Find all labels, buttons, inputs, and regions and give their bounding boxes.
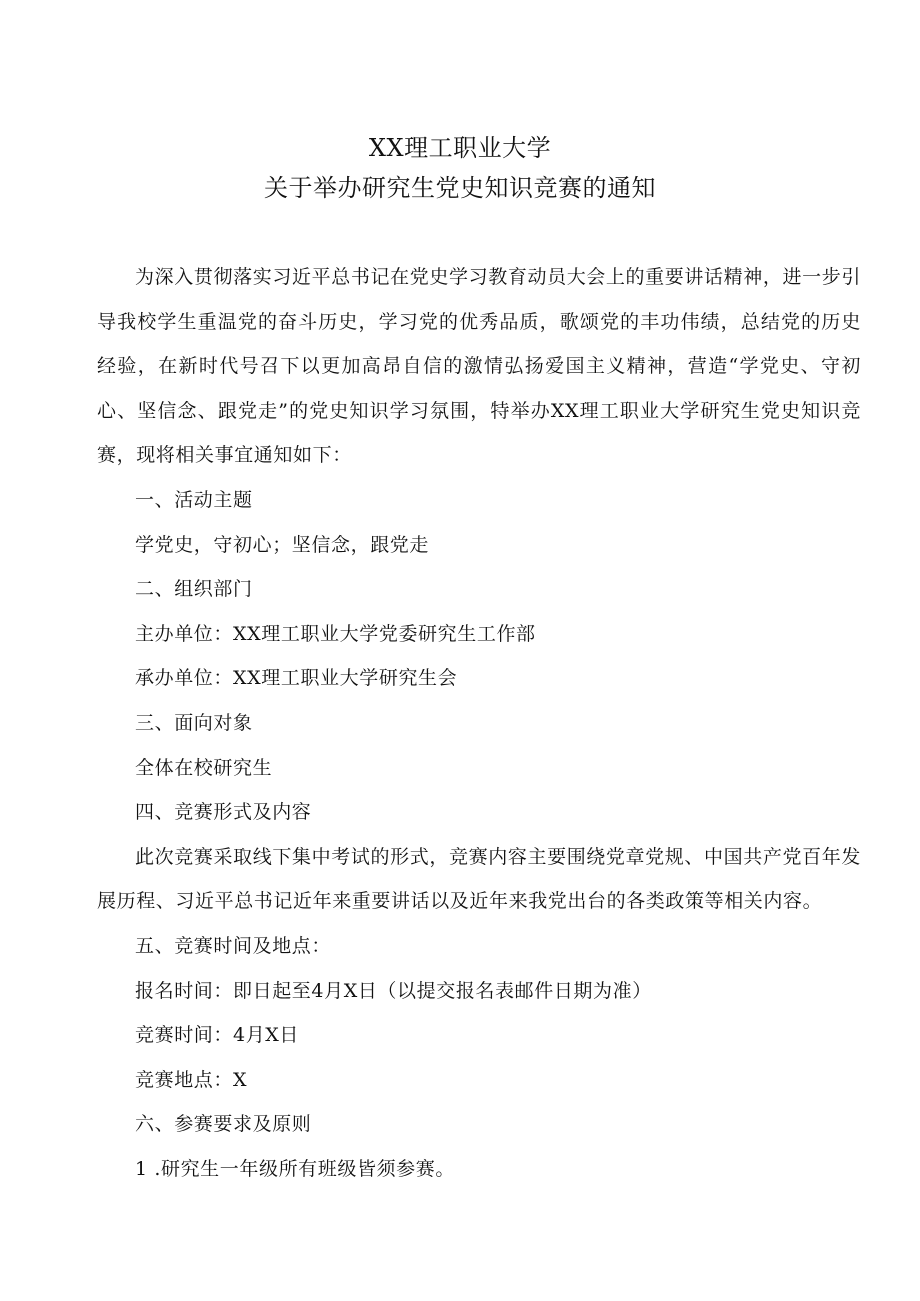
title-notice: 关于举办研究生党史知识竞赛的通知 (264, 174, 656, 202)
document-title (0, 128, 920, 208)
audience-text: 全体在校研究生 (135, 756, 273, 779)
rules-item-1: 1 .研究生一年级所有班级皆须参赛。 (135, 1157, 455, 1180)
contest-place: 竞赛地点：X (135, 1068, 248, 1091)
signup-time: 报名时间：即日起至4月X日（以提交报名表邮件日期为准） (135, 979, 652, 1002)
section-heading-rules: 六、参赛要求及原则 (135, 1113, 312, 1136)
section-heading-theme: 一、活动主题 (135, 488, 253, 511)
title-university: XX理工职业大学 (368, 134, 552, 162)
section-heading-time-place: 五、竞赛时间及地点： (135, 934, 332, 957)
contest-time: 竞赛时间：4月X日 (135, 1024, 300, 1047)
section-heading-format: 四、竞赛形式及内容 (135, 801, 312, 824)
format-paragraph: 此次竞赛采取线下集中考试的形式，竞赛内容主要围绕党章党规、中国共产党百年发展历程、习近平总书记近年来重要讲话以及近年来我党出台的各类政策等相关内容。 (97, 845, 861, 913)
section-heading-organization: 二、组织部门 (135, 578, 253, 601)
document-body (97, 255, 861, 1191)
theme-text: 学党史，守初心；坚信念，跟党走 (135, 533, 430, 556)
organization-host: 主办单位：XX理工职业大学党委研究生工作部 (135, 622, 536, 645)
organization-organizer: 承办单位：XX理工职业大学研究生会 (135, 667, 458, 690)
section-heading-audience: 三、面向对象 (135, 711, 253, 734)
intro-paragraph: 为深入贯彻落实习近平总书记在党史学习教育动员大会上的重要讲话精神，进一步引导我校学生重温党的奋斗历史，学习党的优秀品质，歌颂党的丰功伟绩，总结党的历史经验，在新时代号召下以更加高昂自信的激情弘扬爱国主义精神，营造“学党史、守初心、坚信念、跟党走”的党史知识学习氛围，特举办XX理工职业大学研究生党史知识竞赛，现将相关事宜通知如下： (97, 266, 861, 467)
